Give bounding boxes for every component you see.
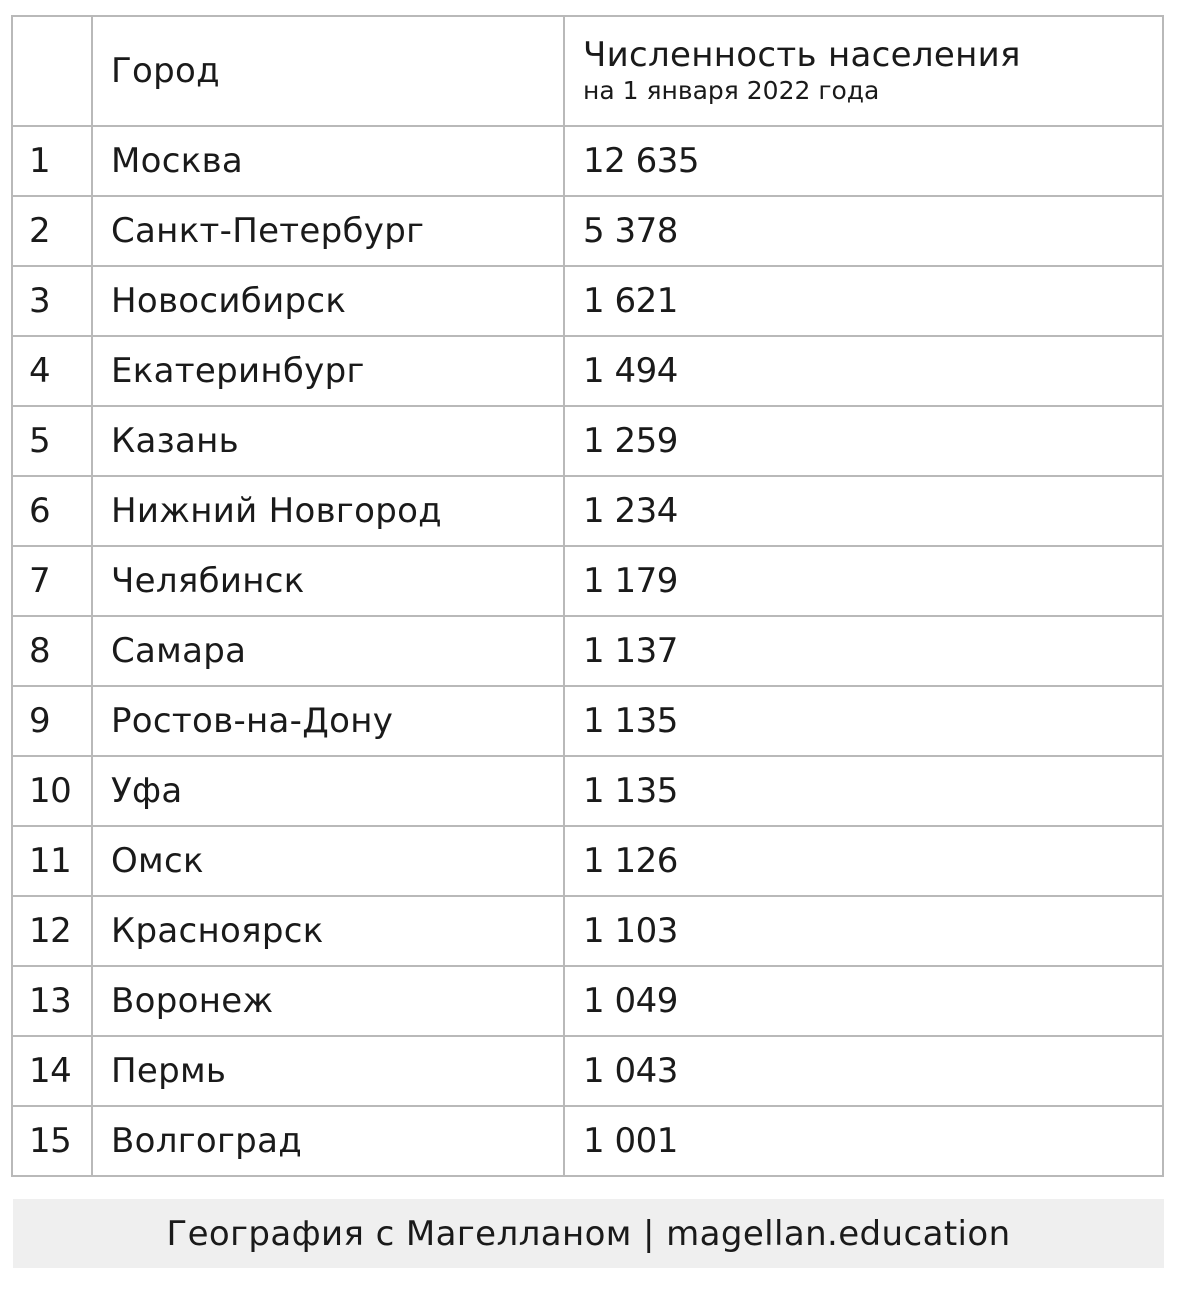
population-cell: 1 234 xyxy=(564,476,1163,546)
header-population xyxy=(564,16,1163,126)
population-cell: 1 043 xyxy=(564,1036,1163,1106)
city-cell: Нижний Новгород xyxy=(92,476,564,546)
table-row xyxy=(12,686,1163,756)
rank-cell: 5 xyxy=(12,406,92,476)
city-cell: Воронеж xyxy=(92,966,564,1036)
table-row xyxy=(12,476,1163,546)
footer-credit: География с Магелланом | magellan.education xyxy=(13,1199,1164,1268)
table-row xyxy=(12,406,1163,476)
population-cell: 1 126 xyxy=(564,826,1163,896)
table-row xyxy=(12,756,1163,826)
rank-cell: 7 xyxy=(12,546,92,616)
table-row xyxy=(12,546,1163,616)
table-row xyxy=(12,616,1163,686)
population-cell: 1 103 xyxy=(564,896,1163,966)
rank-cell: 1 xyxy=(12,126,92,196)
city-cell: Челябинск xyxy=(92,546,564,616)
rank-cell: 2 xyxy=(12,196,92,266)
population-cell: 1 259 xyxy=(564,406,1163,476)
city-cell: Санкт-Петербург xyxy=(92,196,564,266)
table-row xyxy=(12,1106,1163,1176)
population-table xyxy=(11,15,1164,1177)
rank-cell: 6 xyxy=(12,476,92,546)
population-cell: 1 137 xyxy=(564,616,1163,686)
rank-cell: 9 xyxy=(12,686,92,756)
rank-cell: 14 xyxy=(12,1036,92,1106)
rank-cell: 10 xyxy=(12,756,92,826)
population-cell: 1 179 xyxy=(564,546,1163,616)
table-row xyxy=(12,336,1163,406)
city-cell: Пермь xyxy=(92,1036,564,1106)
rank-cell: 15 xyxy=(12,1106,92,1176)
header-city: Город xyxy=(92,16,564,126)
city-cell: Ростов-на-Дону xyxy=(92,686,564,756)
population-cell: 1 135 xyxy=(564,686,1163,756)
rank-cell: 3 xyxy=(12,266,92,336)
table-row xyxy=(12,266,1163,336)
city-cell: Волгоград xyxy=(92,1106,564,1176)
table-row xyxy=(12,826,1163,896)
city-cell: Красноярск xyxy=(92,896,564,966)
header-rank xyxy=(12,16,92,126)
table-header-row xyxy=(12,16,1163,126)
table-row xyxy=(12,126,1163,196)
city-cell: Уфа xyxy=(92,756,564,826)
rank-cell: 4 xyxy=(12,336,92,406)
population-cell: 1 494 xyxy=(564,336,1163,406)
city-cell: Казань xyxy=(92,406,564,476)
table-row xyxy=(12,196,1163,266)
rank-cell: 11 xyxy=(12,826,92,896)
city-cell: Москва xyxy=(92,126,564,196)
city-cell: Новосибирск xyxy=(92,266,564,336)
table-row xyxy=(12,896,1163,966)
rank-cell: 13 xyxy=(12,966,92,1036)
city-cell: Екатеринбург xyxy=(92,336,564,406)
population-cell: 5 378 xyxy=(564,196,1163,266)
population-cell: 1 001 xyxy=(564,1106,1163,1176)
rank-cell: 12 xyxy=(12,896,92,966)
population-cell: 12 635 xyxy=(564,126,1163,196)
population-cell: 1 049 xyxy=(564,966,1163,1036)
table-row xyxy=(12,1036,1163,1106)
header-population-note: на 1 января 2022 года xyxy=(583,76,880,105)
table-row xyxy=(12,966,1163,1036)
city-cell: Самара xyxy=(92,616,564,686)
city-cell: Омск xyxy=(92,826,564,896)
population-cell: 1 621 xyxy=(564,266,1163,336)
header-population-title: Численность населения xyxy=(583,35,1021,75)
population-cell: 1 135 xyxy=(564,756,1163,826)
rank-cell: 8 xyxy=(12,616,92,686)
table-body xyxy=(12,126,1163,1176)
